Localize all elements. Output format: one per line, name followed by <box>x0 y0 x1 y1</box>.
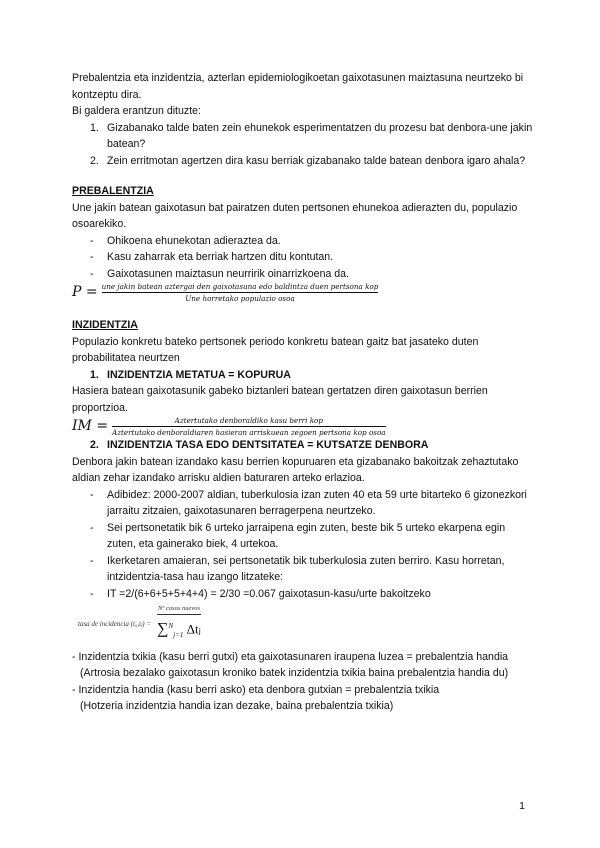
list-dash: - <box>90 488 94 501</box>
list-item <box>72 266 534 283</box>
inzidentzia-heading: INZIDENTZIA <box>72 319 138 331</box>
section-title: INZIDENTZIA TASA EDO DENTSITATEA = KUTSATZE DENBORA <box>107 439 429 451</box>
inzidentzia-tasa-formula <box>78 604 534 645</box>
inzidentzia-tasa-heading <box>72 437 534 454</box>
formula-lhs: IM = <box>72 418 109 435</box>
list-dash: - <box>90 267 94 280</box>
inzidentzia-metatua-text: Hasiera batean gaixotasunik gabeko biztanleri batean gertatzen diren gaixotasun berrien proportzioa. <box>72 385 488 414</box>
formula-fraction <box>157 604 201 645</box>
list-dash: - <box>90 251 94 263</box>
list-item <box>72 586 534 603</box>
list-text: Ohikoena ehunekotan adieraztea da. <box>107 234 281 247</box>
list-text: Ikerketaren amaieran, sei pertsonetatik bik tuberkulosia zuten berriro. Kasu horretan, intzidentzia-tasa hau izango litzateke: <box>107 554 505 583</box>
list-dash: - <box>90 234 94 247</box>
list-text: Sei pertsonetatik bik 6 urteko jarraipena egin zuten, beste bik 5 urteko ekarpena egin zuten, eta gainerako biek, 4 urtekoa. <box>107 521 506 550</box>
intro-question-list <box>72 120 534 170</box>
list-item <box>72 553 534 586</box>
section-title: INZIDENTZIA METATUA = KOPURUA <box>107 368 291 381</box>
list-text: Kasu zaharrak eta berriak hartzen ditu kontutan. <box>107 251 334 263</box>
sum-upper-limit: N <box>168 622 174 630</box>
prebalentzia-definition: Une jakin batean gaixotasun bat pairatzen duten pertsonen ehunekoa adierazten du, populazio osoarekiko. <box>72 201 518 230</box>
list-dash: - <box>90 521 94 534</box>
list-text: Zein erritmotan agertzen dira kasu berriak gizabanako talde batean denbora igaro ahala? <box>107 154 526 167</box>
note-main: - Inzidentzia handia (kasu berri asko) eta denbora gutxian = prebalentzia txikia <box>72 683 440 696</box>
formula-lhs: tasa de incidencia (t₀,tⱼ) = <box>78 620 152 629</box>
inzidentzia-metatua-formula <box>72 416 534 437</box>
list-text: IT =2/(6+6+5+5+4+4) = 2/30 =0.067 gaixotasun-kasu/urte bakoitzeko <box>107 587 431 600</box>
inzidentzia-tasa-text: Denbora jakin batean izandako kasu berrien kopuruaren eta gizabanako bakoitzak zehaztutako aldian zehar izandako arrisku aldien baturaren arteko erlazioa. <box>72 455 519 484</box>
list-number: 2. <box>90 154 99 167</box>
section-number: 1. <box>90 368 99 381</box>
list-text: Adibidez: 2000-2007 aldian, tuberkulosia izan zuten 40 eta 59 urte bitarteko 6 gizonezkori jarraitu zitzaien, gaixotasunaren berragerpena neurtzeko. <box>107 488 527 517</box>
sum-lower-limit: j=1 <box>173 630 184 639</box>
prebalentzia-heading: PREBALENTZIA <box>72 185 154 197</box>
list-item <box>72 249 534 266</box>
inzidentzia-definition: Populazio konkretu bateko pertsonek periodo konkretu batean gaitz bat jasateko duten probabilitatea neurtzen <box>72 335 479 364</box>
formula-numerator: Nº casos nuevos <box>157 605 201 612</box>
formula-denominator: Aztertutako denboraldiaren hasieran arriskuean zegoen pertsona kop osoa <box>112 428 386 437</box>
list-item <box>72 233 534 250</box>
page-number: 1 <box>519 800 525 812</box>
prebalentzia-bullets <box>72 233 534 283</box>
formula-denominator: Une horretako populazio osoa <box>185 294 295 303</box>
sum-symbol: ∑ <box>157 620 169 638</box>
fraction-bar <box>157 614 201 615</box>
document-page <box>72 70 534 715</box>
formula-numerator: Aztertutako denboraldiko kasu berri kop <box>174 416 323 425</box>
list-text: Gizabanako talde baten zein ehunekok esperimentatzen du prozesu bat denbora-une jakin batean? <box>107 121 533 150</box>
list-item <box>72 153 534 170</box>
fraction-bar <box>102 292 379 293</box>
list-item <box>72 487 534 520</box>
section-number: 2. <box>90 439 99 451</box>
inzidentzia-metatua-heading <box>72 367 534 384</box>
prebalentzia-formula <box>72 282 534 303</box>
list-item <box>72 120 534 153</box>
intro-question-lead: Bi galdera erantzun dituzte: <box>72 105 201 117</box>
list-dash: - <box>90 554 94 567</box>
list-number: 1. <box>90 121 99 134</box>
fraction-bar <box>112 426 386 427</box>
sum-term: Δtⱼ <box>186 621 201 637</box>
note-main: - Inzidentzia txikia (kasu berri gutxi) eta gaixotasunaren iraupena luzea = prebalentzia handia <box>72 650 509 663</box>
list-dash: - <box>90 587 94 600</box>
note-example: (Artrosia bezalako gaixotasun kroniko batek inzidentzia txikia baina prebalentzia handia du) <box>80 667 509 680</box>
inzidentzia-tasa-bullets <box>72 487 534 603</box>
formula-fraction <box>102 282 379 303</box>
list-item <box>72 520 534 553</box>
list-text: Gaixotasunen maiztasun neurririk oinarrizkoena da. <box>107 267 350 280</box>
formula-numerator: une jakin batean aztergai den gaixotasuna edo baldintza duen pertsona kop <box>101 282 379 291</box>
inzidentzia-notes <box>72 649 534 715</box>
formula-denominator <box>157 616 201 645</box>
formula-fraction <box>112 416 386 437</box>
note-example: (Hotzeria inzidentzia handia izan dezake, baina prebalentzia txikia) <box>80 700 394 713</box>
formula-lhs: P = <box>72 284 98 301</box>
intro-paragraph: Prebalentzia eta inzidentzia, azterlan epidemiologikoetan gaixotasunen maiztasuna neurtzeko bi kontzeptu dira. <box>72 72 524 101</box>
